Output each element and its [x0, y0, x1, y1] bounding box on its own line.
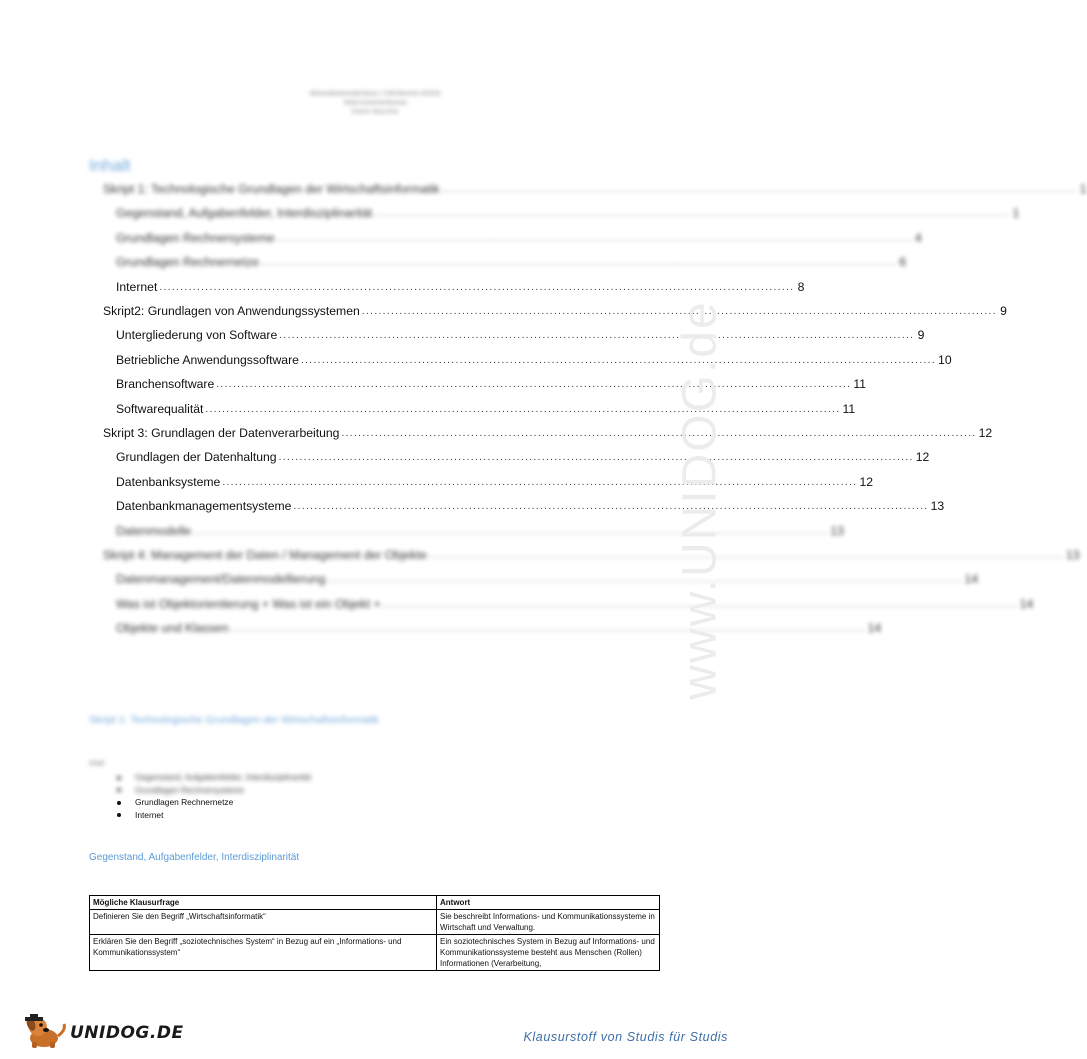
column-header-question: Mögliche Klausurfrage [90, 896, 437, 910]
toc-entry[interactable] [116, 617, 882, 635]
question-cell: Erklären Sie den Begriff „soziotechnisches System“ in Bezug auf ein „Informations- und Kommunikationssystem“ [90, 935, 437, 971]
bullet-icon [117, 788, 121, 792]
list-item-text: Grundlagen Rechnernetze [135, 797, 234, 807]
inhalt-label: Inhalt: [89, 761, 106, 767]
toc-entry-page: 4 [914, 231, 922, 245]
toc-leader: ........................................................................................................................................................ [279, 330, 915, 341]
toc-leader: ........................................................................................................................................................ [278, 452, 914, 463]
toc-leader: ........................................................................................................................................................ [361, 306, 997, 317]
toc-entry-text: Softwarequalität [116, 402, 204, 416]
toc-entry[interactable] [116, 324, 925, 342]
toc-entry[interactable] [116, 251, 907, 269]
toc-entry-text: Datenmodelle [116, 524, 192, 538]
toc-entry[interactable] [103, 178, 1087, 196]
section-bullet-list [117, 771, 311, 821]
toc-entry-text: Skript 1: Technologische Grundlagen der Wirtschaftsinformatik [103, 182, 440, 196]
header-line-1: Wirtschaftsinformatik Basics / TUM München SS2018 [309, 91, 441, 97]
toc-entry-page: 13 [1065, 548, 1080, 562]
toc-entry[interactable] [116, 593, 1034, 611]
table-header-row [90, 896, 660, 910]
toc-entry-page: 9 [1000, 304, 1007, 318]
toc-entry-text: Objekte und Klassen [116, 621, 229, 635]
bullet-icon [117, 801, 121, 805]
toc-entry[interactable] [116, 471, 873, 489]
toc-entry-text: Datenmanagement/Datenmodellierung [116, 572, 326, 586]
toc-leader: ........................................................................................................................................................ [374, 208, 1010, 219]
toc-entry-page: 1 [1012, 206, 1020, 220]
toc-entry-page: 6 [899, 255, 907, 269]
answer-cell: Ein soziotechnisches System in Bezug auf Informations- und Kommunikationssysteme besteht aus Menschen (Rollen) Informationen (Verarbeitung, [437, 935, 660, 971]
toc-entry[interactable] [116, 276, 805, 294]
toc-entry[interactable] [103, 544, 1080, 562]
list-item [117, 784, 311, 797]
toc-entry[interactable] [116, 446, 930, 464]
toc-leader: ........................................................................................................................................................ [260, 257, 897, 268]
header-line-3: Dozent: Klaus Kritz [351, 109, 399, 115]
toc-entry[interactable] [116, 568, 979, 586]
toc-leader: ........................................................................................................................................................ [222, 477, 858, 488]
bullet-icon [117, 776, 121, 780]
toc-entry-page: 9 [917, 328, 925, 342]
toc-entry-page: 12 [915, 450, 930, 464]
toc-entry-page: 12 [978, 426, 993, 440]
toc-title: Inhalt [89, 156, 131, 175]
toc-entry[interactable] [116, 398, 856, 416]
answer-cell: Sie beschreibt Informations- und Kommunikationssysteme in Wirtschaft und Verwaltung. [437, 910, 660, 935]
toc-entry-text: Skript2: Grundlagen von Anwendungssystemen [103, 304, 360, 318]
table-row [90, 910, 660, 935]
toc-entry-page: 1 [1079, 182, 1087, 196]
toc-leader: ........................................................................................................................................................ [193, 526, 829, 537]
toc-leader: ........................................................................................................................................................ [327, 574, 963, 585]
toc-entry-text: Skript 4: Management der Daten / Management der Objekte [103, 548, 427, 562]
toc-entry-page: 8 [797, 280, 805, 294]
toc-leader: ........................................................................................................................................................ [428, 550, 1064, 561]
toc-entry-text: Branchensoftware [116, 377, 215, 391]
dog-mascot-icon [22, 1014, 70, 1050]
toc-entry[interactable] [103, 300, 1007, 318]
toc-leader: ........................................................................................................................................................ [276, 233, 912, 244]
toc-entry[interactable] [116, 227, 922, 245]
toc-entry-text: Betriebliche Anwendungssoftware [116, 353, 299, 367]
footer-slogan: Klausurstoff von Studis für Studis [523, 1030, 728, 1044]
unidog-logo[interactable] [22, 1014, 184, 1050]
list-item [117, 796, 311, 809]
toc-entry-text: Untergliederung von Software [116, 328, 278, 342]
toc-entry-page: 11 [842, 402, 856, 416]
toc-entry-page: 13 [830, 524, 844, 538]
toc-entry-page: 14 [1019, 597, 1034, 611]
toc-leader: ........................................................................................................................................................ [441, 184, 1077, 195]
toc-entry-page: 10 [938, 353, 952, 367]
bullet-icon [117, 813, 121, 817]
header-line-2: Skript-Zusammenfassung [343, 100, 407, 106]
watermark [660, 270, 740, 730]
table-row [90, 935, 660, 971]
toc-entry-page: 14 [964, 572, 979, 586]
question-cell: Definieren Sie den Begriff „Wirtschaftsinformatik“ [90, 910, 437, 935]
toc-entry-text: Was ist Objektorientierung + Was ist ein Objekt + [116, 597, 381, 611]
toc-leader: ........................................................................................................................................................ [293, 501, 929, 512]
logo-text: UNIDOG.DE [70, 1023, 184, 1043]
column-header-answer: Antwort [437, 896, 660, 910]
list-item [117, 771, 311, 784]
toc-entry-page: 14 [867, 621, 882, 635]
toc-entry-text: Datenbanksysteme [116, 475, 221, 489]
toc-entry-page: 12 [859, 475, 873, 489]
list-item-text: Internet [135, 809, 164, 820]
toc-entry-text: Internet [116, 280, 158, 294]
toc-entry-text: Grundlagen Rechnernetze [116, 255, 259, 269]
toc-entry-text: Skript 3: Grundlagen der Datenverarbeitung [103, 426, 340, 440]
toc-entry-text: Grundlagen Rechnersysteme [116, 231, 275, 245]
document-header [0, 90, 750, 117]
section-heading: Skript 1: Technologische Grundlagen der Wirtschaftsinformatik [89, 714, 379, 726]
toc-entry[interactable] [103, 422, 993, 440]
exam-question-table [89, 895, 660, 971]
subsection-heading: Gegenstand, Aufgabenfelder, Interdisziplinarität [89, 852, 300, 863]
toc-entry-text: Grundlagen der Datenhaltung [116, 450, 277, 464]
toc-leader: ........................................................................................................................................................ [205, 404, 841, 415]
list-item-text: Gegenstand, Aufgabenfelder, Interdisziplinarität [135, 772, 311, 782]
toc-entry[interactable] [116, 520, 844, 538]
toc-entry[interactable] [116, 202, 1020, 220]
toc-entry-text: Datenbankmanagementsysteme [116, 499, 292, 513]
toc-entry-page: 11 [853, 377, 866, 391]
toc-entry[interactable] [116, 349, 952, 367]
toc-leader: ........................................................................................................................................................ [300, 355, 937, 366]
toc-leader: ........................................................................................................................................................ [216, 379, 852, 390]
toc-entry[interactable] [116, 373, 866, 391]
toc-leader: ........................................................................................................................................................ [159, 282, 795, 293]
toc-entry[interactable] [116, 495, 945, 513]
watermark-text: www.UNIDOG.de [673, 300, 727, 700]
toc-entry-page: 13 [930, 499, 945, 513]
list-item [117, 809, 311, 822]
toc-leader: ........................................................................................................................................................ [230, 623, 866, 634]
list-item-text: Grundlagen Rechnersysteme [135, 784, 244, 795]
toc-entry-text: Gegenstand, Aufgabenfelder, Interdisziplinarität [116, 206, 373, 220]
toc-leader: ........................................................................................................................................................ [382, 599, 1018, 610]
toc-leader: ........................................................................................................................................................ [341, 428, 977, 439]
